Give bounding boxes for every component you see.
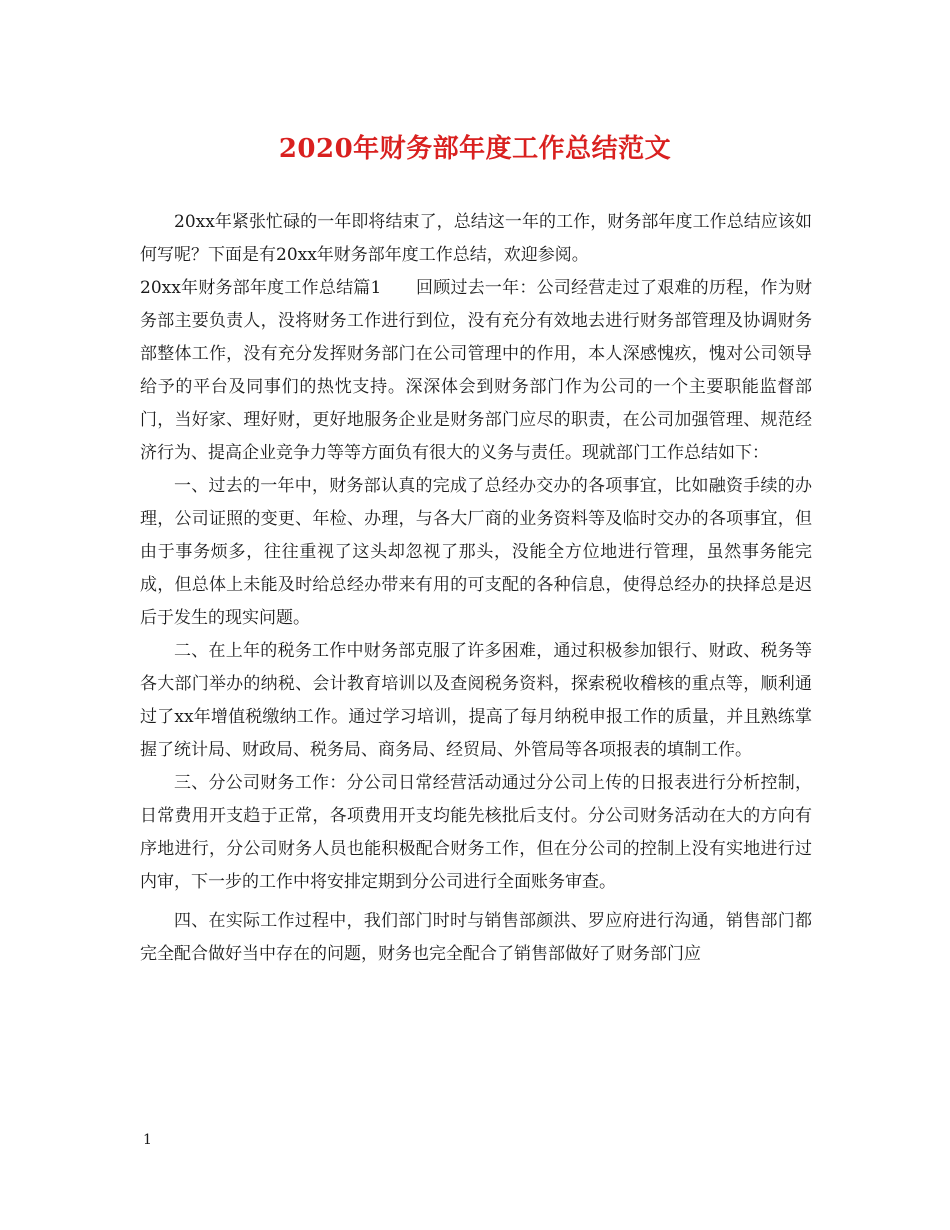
document-body (140, 206, 812, 971)
paragraph-3: 三、分公司财务工作：分公司日常经营活动通过分公司上传的日报表进行分析控制，日常费用开支趋于正常，各项费用开支均能先核批后支付。分公司财务活动在大的方向有序地进行，分公司财务人员也能积极配合财务工作，但在分公司的控制上没有实地进行过内审，下一步的工作中将安排定期到分公司进行全面账务审查。 (140, 773, 812, 892)
intro-paragraph: 20xx年紧张忙碌的一年即将结束了，总结这一年的工作，财务部年度工作总结应该如何写呢？下面是有20xx年财务部年度工作总结，欢迎参阅。 (140, 212, 812, 265)
section-heading-paragraph: 20xx年财务部年度工作总结篇1 回顾过去一年：公司经营走过了艰难的历程，作为财务部主要负责人，没将财务工作进行到位，没有充分有效地去进行财务部管理及协调财务部整体工作，没有充分发挥财务部门在公司管理中的作用，本人深感愧疚，愧对公司领导给予的平台及同事们的热忱支持。深深体会到财务部门作为公司的一个主要职能监督部门，当好家、理好财，更好地服务企业是财务部门应尽的职责，在公司加强管理、规范经济行为、提高企业竞争力等等方面负有很大的义务与责任。现就部门工作总结如下： (140, 278, 812, 463)
page-number: 1 (143, 1132, 152, 1148)
paragraph-2: 二、在上年的税务工作中财务部克服了许多困难，通过积极参加银行、财政、税务等各大部门举办的纳税、会计教育培训以及查阅税务资料，探索税收稽核的重点等，顺利通过了xx年增值税缴纳工作。通过学习培训，提高了每月纳税申报工作的质量，并且熟练掌握了统计局、财政局、税务局、商务局、经贸局、外管局等各项报表的填制工作。 (140, 641, 812, 760)
document-title: 2020年财务部年度工作总结范文 (278, 134, 672, 164)
paragraph-4: 四、在实际工作过程中，我们部门时时与销售部颜洪、罗应府进行沟通，销售部门都完全配合做好当中存在的问题，财务也完全配合了销售部做好了财务部门应 (140, 911, 812, 964)
paragraph-1: 一、过去的一年中，财务部认真的完成了总经办交办的各项事宜，比如融资手续的办理，公司证照的变更、年检、办理，与各大厂商的业务资料等及临时交办的各项事宜，但由于事务烦多，往往重视了这头却忽视了那头，没能全方位地进行管理，虽然事务能完成，但总体上未能及时给总经办带来有用的可支配的各种信息，使得总经办的抉择总是迟后于发生的现实问题。 (140, 476, 812, 628)
